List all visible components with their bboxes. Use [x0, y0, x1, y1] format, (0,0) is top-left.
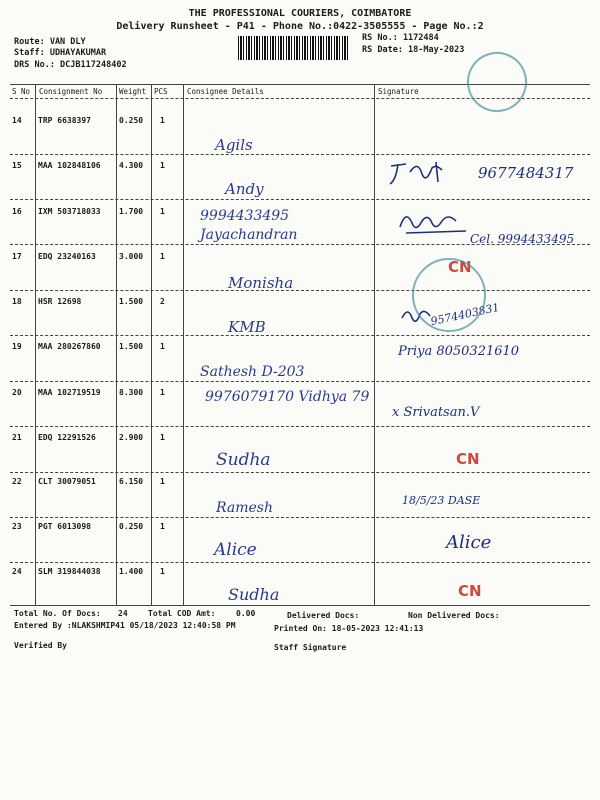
row-pcs: 1	[160, 477, 165, 486]
row-pcs: 1	[160, 161, 165, 170]
row-weight: 2.900	[119, 433, 144, 442]
cn-mark: CN	[458, 582, 482, 600]
printed-on: Printed On: 18-05-2023 12:41:13	[274, 624, 424, 633]
col-divider	[116, 84, 117, 605]
row-consignment: EDQ 12291526	[38, 433, 96, 442]
barcode	[238, 36, 350, 60]
company-title: THE PROFESSIONAL COURIERS, COIMBATORE	[188, 8, 412, 19]
col-consignee-header: Consignee Details	[187, 87, 264, 96]
row-consignment: IXM 503718033	[38, 207, 101, 216]
drs-number: DRS No.: DCJB117248402	[14, 60, 127, 70]
row-consignment: PGT 6013098	[38, 522, 91, 531]
handwritten-signature	[386, 158, 456, 188]
row-weight: 3.000	[119, 252, 144, 261]
handwritten-consignee: Alice	[214, 540, 257, 560]
row-weight: 1.500	[119, 342, 144, 351]
handwritten-consignee: Ramesh	[216, 500, 273, 516]
row-weight: 8.300	[119, 388, 144, 397]
handwritten-consignee: Agils	[215, 136, 253, 154]
row-divider	[10, 199, 590, 200]
col-sno-header: S No	[12, 87, 31, 96]
row-consignment: MAA 280267860	[38, 342, 101, 351]
row-pcs: 1	[160, 342, 165, 351]
handwritten-consignee: Sudha	[228, 585, 280, 604]
handwritten-consignee: Andy	[225, 180, 264, 198]
row-pcs: 1	[160, 207, 165, 216]
col-weight-header: Weight	[119, 87, 147, 96]
total-cod-label: Total COD Amt:	[148, 609, 216, 618]
handwritten-phone: 9574403831	[429, 300, 501, 329]
col-consignment-header: Consignment No	[39, 87, 103, 96]
row-sno: 24	[12, 567, 22, 576]
rs-number: RS No.: 1172484	[362, 33, 439, 43]
total-cod-value: 0.00	[236, 609, 256, 618]
col-pcs-header: PCS	[154, 87, 168, 96]
row-consignment: HSR 12698	[38, 297, 82, 306]
row-divider	[10, 154, 590, 155]
row-sno: 21	[12, 433, 22, 442]
handwritten-signature: Alice	[446, 532, 492, 553]
row-sno: 17	[12, 252, 22, 261]
handwritten-consignee: 9994433495 Jayachandran	[200, 208, 298, 243]
delivered-docs-label: Delivered Docs:	[287, 611, 360, 620]
row-weight: 0.250	[119, 116, 144, 125]
row-weight: 1.500	[119, 297, 144, 306]
staff-signature: Staff Signature	[274, 643, 347, 652]
handwritten-consignee: KMB	[228, 318, 266, 336]
handwritten-signature: Priya 8050321610	[398, 344, 520, 359]
verified-by: Verified By	[14, 641, 67, 650]
row-sno: 19	[12, 342, 22, 351]
row-weight: 0.250	[119, 522, 144, 531]
row-consignment: MAA 102719519	[38, 388, 101, 397]
row-consignment: CLT 30079051	[38, 477, 96, 486]
row-pcs: 1	[160, 252, 165, 261]
row-divider	[10, 335, 590, 336]
row-sno: 16	[12, 207, 22, 216]
row-sno: 18	[12, 297, 22, 306]
row-sno: 22	[12, 477, 22, 486]
runsheet-subtitle: Delivery Runsheet - P41 - Phone No.:0422-3505555 - Page No.:2	[116, 21, 484, 32]
row-pcs: 1	[160, 388, 165, 397]
staff-label: Staff: UDHAYAKUMAR	[14, 48, 107, 58]
total-docs-value: 24	[118, 609, 128, 618]
row-pcs: 1	[160, 522, 165, 531]
row-weight: 1.700	[119, 207, 144, 216]
row-divider	[10, 244, 590, 245]
col-divider	[35, 84, 36, 605]
row-consignment: MAA 102848106	[38, 161, 101, 170]
row-pcs: 1	[160, 116, 165, 125]
row-sno: 23	[12, 522, 22, 531]
row-divider	[10, 381, 590, 382]
route-label: Route: VAN DLY	[14, 37, 86, 47]
row-consignment: EDQ 23240163	[38, 252, 96, 261]
row-divider	[10, 426, 590, 427]
rs-date: RS Date: 18-May-2023	[362, 45, 465, 55]
row-divider	[10, 562, 590, 563]
handwritten-signature	[396, 207, 476, 241]
handwritten-signature: x Srivatsan.V	[392, 405, 480, 420]
table-bottom-border	[10, 605, 590, 606]
row-consignment: SLM 319844038	[38, 567, 101, 576]
col-divider	[374, 84, 375, 605]
handwritten-consignee: Monisha	[228, 274, 294, 292]
handwritten-phone: 9677484317	[478, 164, 574, 182]
row-pcs: 1	[160, 567, 165, 576]
row-weight: 4.300	[119, 161, 144, 170]
non-delivered-docs-label: Non Delivered Docs:	[408, 611, 500, 620]
row-divider	[10, 517, 590, 518]
handwritten-phone: Cel. 9994433495	[470, 232, 575, 246]
row-consignment: TRP 6638397	[38, 116, 91, 125]
row-sno: 14	[12, 116, 22, 125]
col-signature-header: Signature	[378, 87, 419, 96]
row-weight: 1.400	[119, 567, 144, 576]
row-pcs: 2	[160, 297, 165, 306]
col-divider	[183, 84, 184, 605]
row-sno: 20	[12, 388, 22, 397]
entered-by: Entered By :NLAKSHMIP41 05/18/2023 12:40:58 PM	[14, 621, 236, 630]
total-docs-label: Total No. Of Docs:	[14, 609, 101, 618]
row-sno: 15	[12, 161, 22, 170]
handwritten-consignee: 9976079170 Vidhya 79	[205, 389, 370, 405]
company-stamp	[412, 258, 486, 332]
company-stamp	[456, 41, 538, 123]
cn-mark: CN	[456, 450, 480, 468]
handwritten-consignee: Sathesh D-203	[200, 364, 305, 380]
col-divider	[151, 84, 152, 605]
row-divider	[10, 290, 590, 291]
handwritten-consignee: Sudha	[216, 450, 271, 470]
row-weight: 6.150	[119, 477, 144, 486]
handwritten-signature: 18/5/23 DASE	[402, 494, 481, 507]
cn-mark: CN	[448, 258, 472, 276]
row-pcs: 1	[160, 433, 165, 442]
row-divider	[10, 472, 590, 473]
